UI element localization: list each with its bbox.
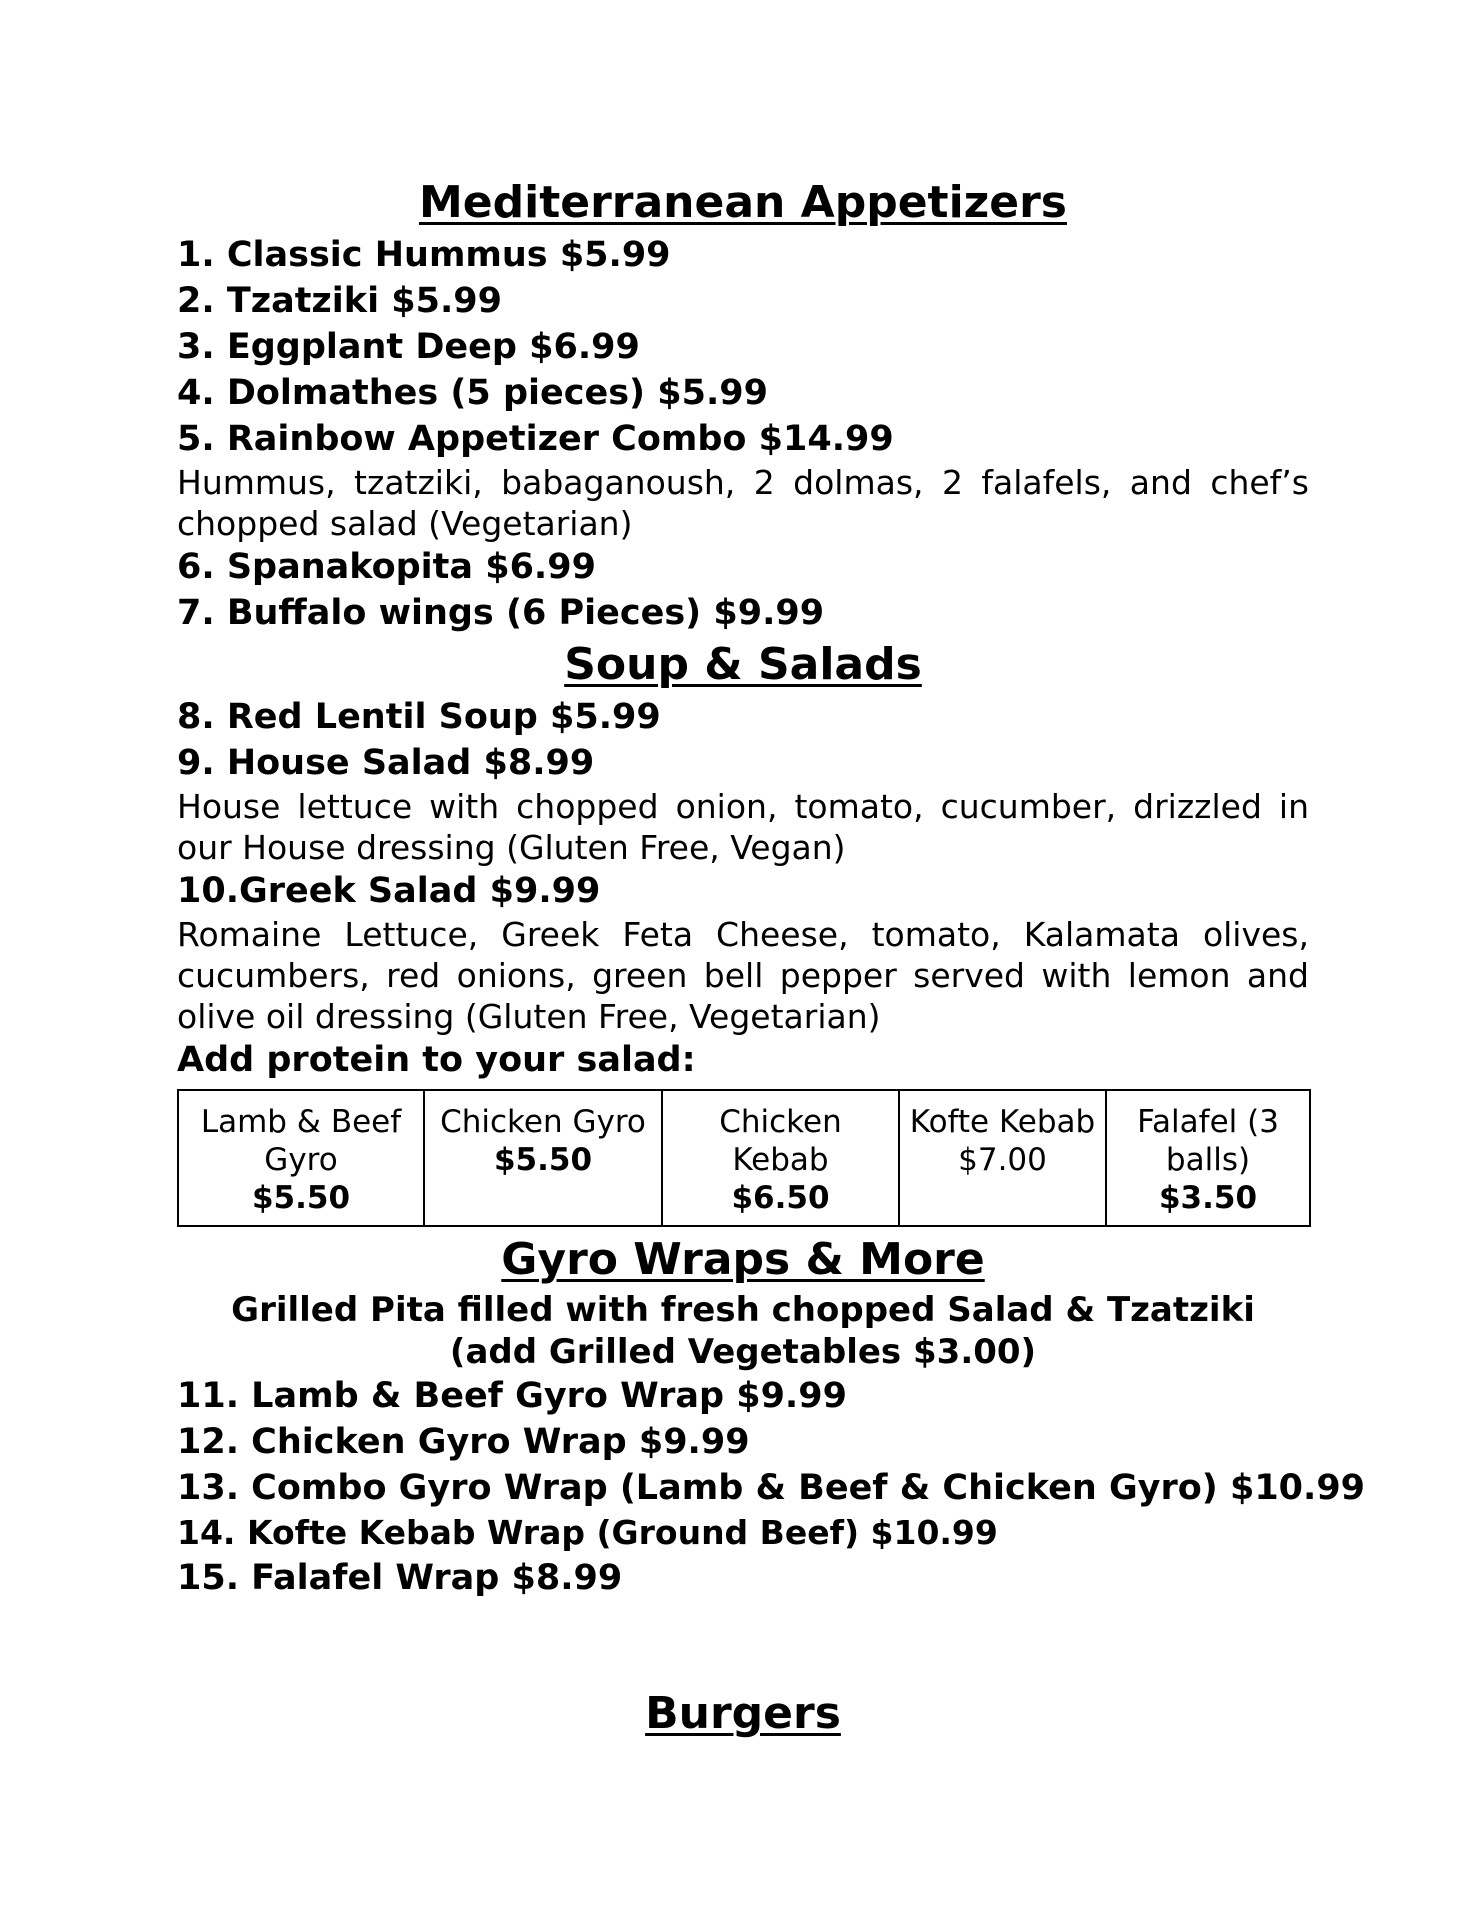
protein-price: $7.00 xyxy=(958,1142,1047,1178)
protein-heading: Add protein to your salad: xyxy=(177,1040,696,1080)
item-description: House lettuce with chopped onion, tomato, cucumber, drizzled in our House dressing (Gluten Free, Vegan) xyxy=(177,787,1309,867)
protein-cell xyxy=(424,1090,662,1226)
burgers-section xyxy=(177,1685,1309,1743)
menu-item: 7. Buffalo wings (6 Pieces) $9.99 xyxy=(177,593,825,633)
protein-name: Chicken Kebab xyxy=(719,1104,842,1178)
menu-item: 3. Eggplant Deep $6.99 xyxy=(177,327,640,367)
appetizers-title: Mediterranean Appetizers xyxy=(418,177,1067,228)
menu-item: 9. House Salad $8.99 xyxy=(177,743,595,783)
menu-item: 2. Tzatziki $5.99 xyxy=(177,281,502,321)
soup-salads-section xyxy=(177,636,1309,1227)
gyro-title: Gyro Wraps & More xyxy=(501,1234,985,1285)
appetizers-section xyxy=(177,174,1309,636)
menu-item: 14. Kofte Kebab Wrap (Ground Beef) $10.99 xyxy=(177,1513,998,1552)
protein-cell xyxy=(178,1090,424,1226)
protein-price: $3.50 xyxy=(1158,1180,1258,1216)
menu-item: 8. Red Lentil Soup $5.99 xyxy=(177,697,661,737)
protein-price: $6.50 xyxy=(731,1180,830,1216)
protein-price: $5.50 xyxy=(493,1142,593,1178)
menu-item: 1. Classic Hummus $5.99 xyxy=(177,235,671,275)
gyro-addon: (add Grilled Vegetables $3.00) xyxy=(449,1332,1037,1372)
soup-salads-title: Soup & Salads xyxy=(564,639,922,690)
menu-item: 10.Greek Salad $9.99 xyxy=(177,871,601,911)
menu-item: 11. Lamb & Beef Gyro Wrap $9.99 xyxy=(177,1376,847,1416)
burgers-title: Burgers xyxy=(645,1688,841,1739)
protein-cell xyxy=(899,1090,1106,1226)
gyro-section xyxy=(177,1231,1366,1601)
protein-price: $5.50 xyxy=(251,1180,351,1216)
protein-cell xyxy=(662,1090,899,1226)
menu-item: 13. Combo Gyro Wrap (Lamb & Beef & Chicken Gyro) $10.99 xyxy=(177,1468,1366,1508)
menu-item: 12. Chicken Gyro Wrap $9.99 xyxy=(177,1422,750,1462)
gyro-subtitle: Grilled Pita filled with fresh chopped Salad & Tzatziki xyxy=(231,1290,1255,1330)
protein-name: Falafel (3 balls) xyxy=(1137,1104,1279,1178)
menu-item: 4. Dolmathes (5 pieces) $5.99 xyxy=(177,373,768,413)
item-description: Romaine Lettuce, Greek Feta Cheese, tomato, Kalamata olives, cucumbers, red onions, green bell pepper served with lemon and olive oil dressing (Gluten Free, Vegetarian) xyxy=(177,915,1309,1036)
menu-item: 15. Falafel Wrap $8.99 xyxy=(177,1558,623,1598)
menu-content xyxy=(177,174,1366,1601)
item-description: Hummus, tzatziki, babaganoush, 2 dolmas, 2 falafels, and chef’s chopped salad (Vegetarian) xyxy=(177,463,1309,543)
protein-cell xyxy=(1106,1090,1310,1226)
protein-table xyxy=(177,1089,1311,1227)
menu-item: 5. Rainbow Appetizer Combo $14.99 xyxy=(177,419,894,459)
protein-name: Kofte Kebab xyxy=(909,1104,1096,1140)
protein-name: Lamb & Beef Gyro xyxy=(200,1104,402,1178)
menu-item: 6. Spanakopita $6.99 xyxy=(177,547,596,587)
protein-name: Chicken Gyro xyxy=(440,1104,646,1140)
table-row xyxy=(178,1090,1310,1226)
